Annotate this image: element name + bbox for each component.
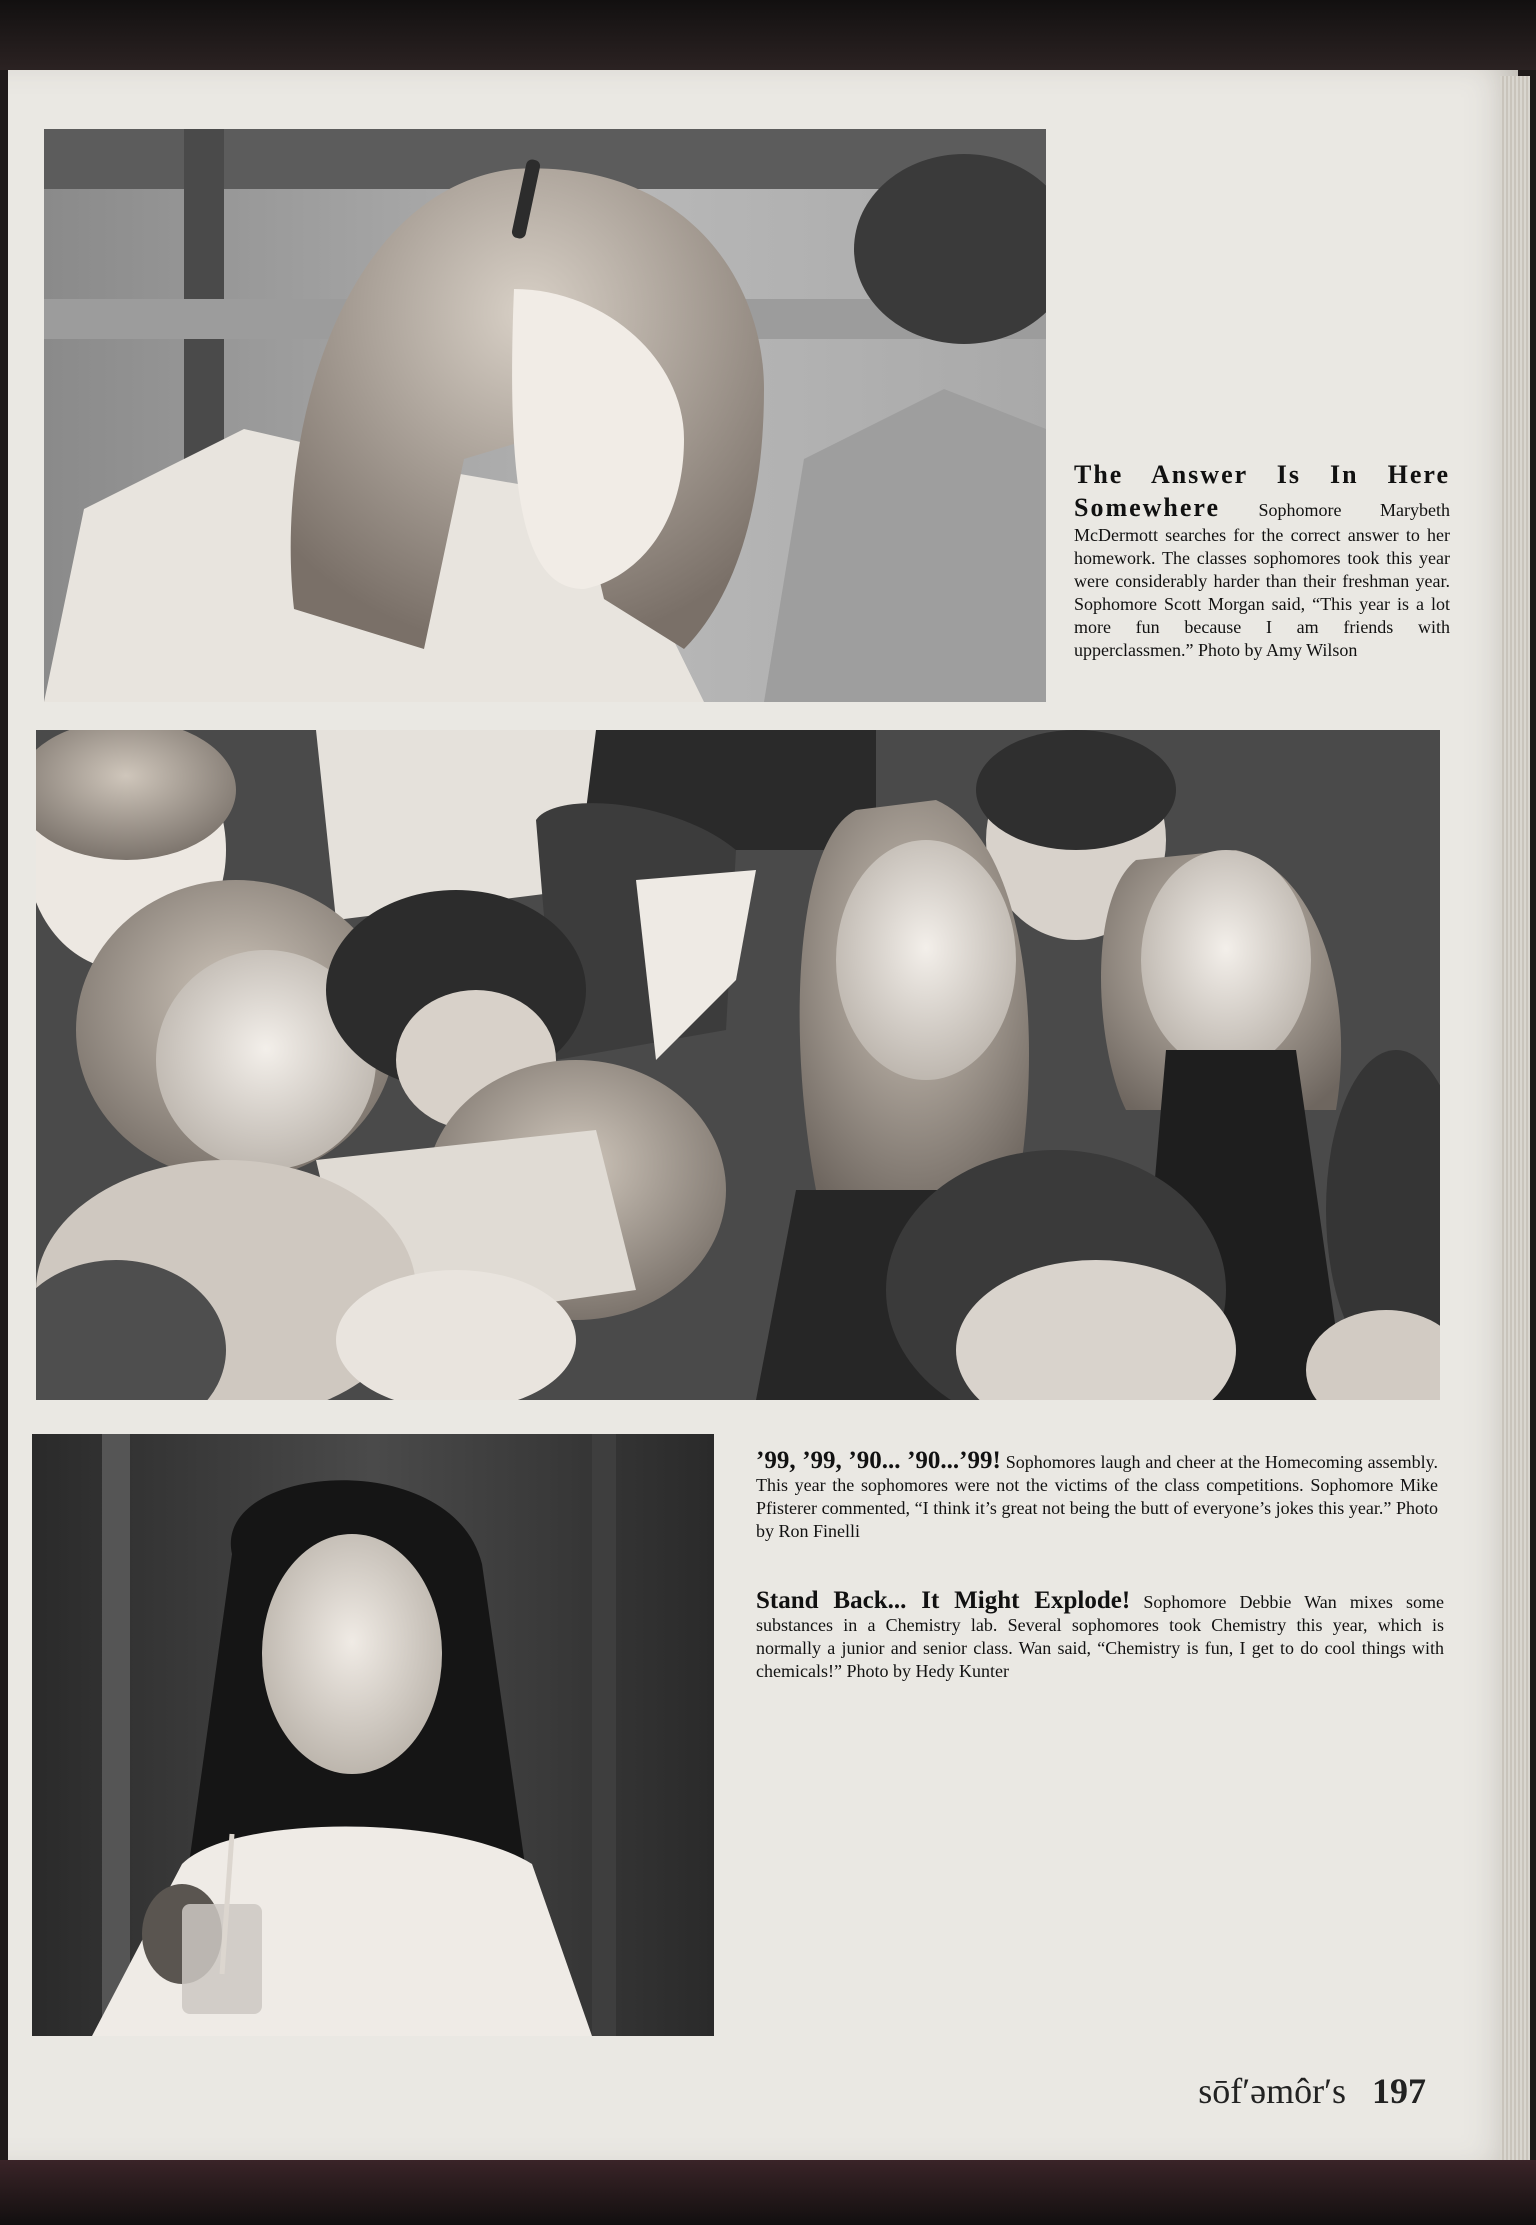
crowd-photo xyxy=(36,730,1440,1400)
caption-body: Sophomores laugh and cheer at the Homecoming assembly. This year the sophomores were not the victims of the class competitions. Sophomore Mike Pfisterer commented, “I think it’s great not being the butt of everyone’s jokes this year.” Photo by Ron Finelli xyxy=(756,1452,1438,1541)
caption-body: Sophomore Marybeth McDermott searches for the correct answer to her homework. The classes sophomores took this year were considerably harder than their freshman year. Sophomore Scott Morgan said, “This year is a lot more fun because I am friends with upperclassmen.” Photo by Amy Wilson xyxy=(1074,500,1450,660)
caption-headline: ’99, ’99, ’90... ’90...’99! xyxy=(756,1447,1001,1474)
caption-explode xyxy=(756,1589,1444,1683)
page-folio xyxy=(1198,2070,1426,2112)
caption-cheer xyxy=(756,1449,1438,1543)
caption-answer xyxy=(1074,458,1450,662)
homework-photo xyxy=(44,129,1046,702)
caption-body: Sophomore Debbie Wan mixes some substances in a Chemistry lab. Several sophomores took Chemistry this year, which is normally a junior and senior class. Wan said, “Chemistry is fun, I get to do cool things with chemicals!” Photo by Hedy Kunter xyxy=(756,1592,1445,1681)
page-number: 197 xyxy=(1372,2071,1426,2111)
page-stack-edge xyxy=(1500,76,1530,2161)
caption-headline: The Answer Is In Here Somewhere xyxy=(1074,460,1450,522)
scan-border-top xyxy=(0,0,1536,70)
section-title: sōf′əmôr′s xyxy=(1198,2071,1346,2111)
scan-border-bottom xyxy=(0,2160,1536,2225)
chemistry-photo xyxy=(32,1434,714,2036)
caption-headline: Stand Back... It Might Explode! xyxy=(756,1587,1131,1614)
